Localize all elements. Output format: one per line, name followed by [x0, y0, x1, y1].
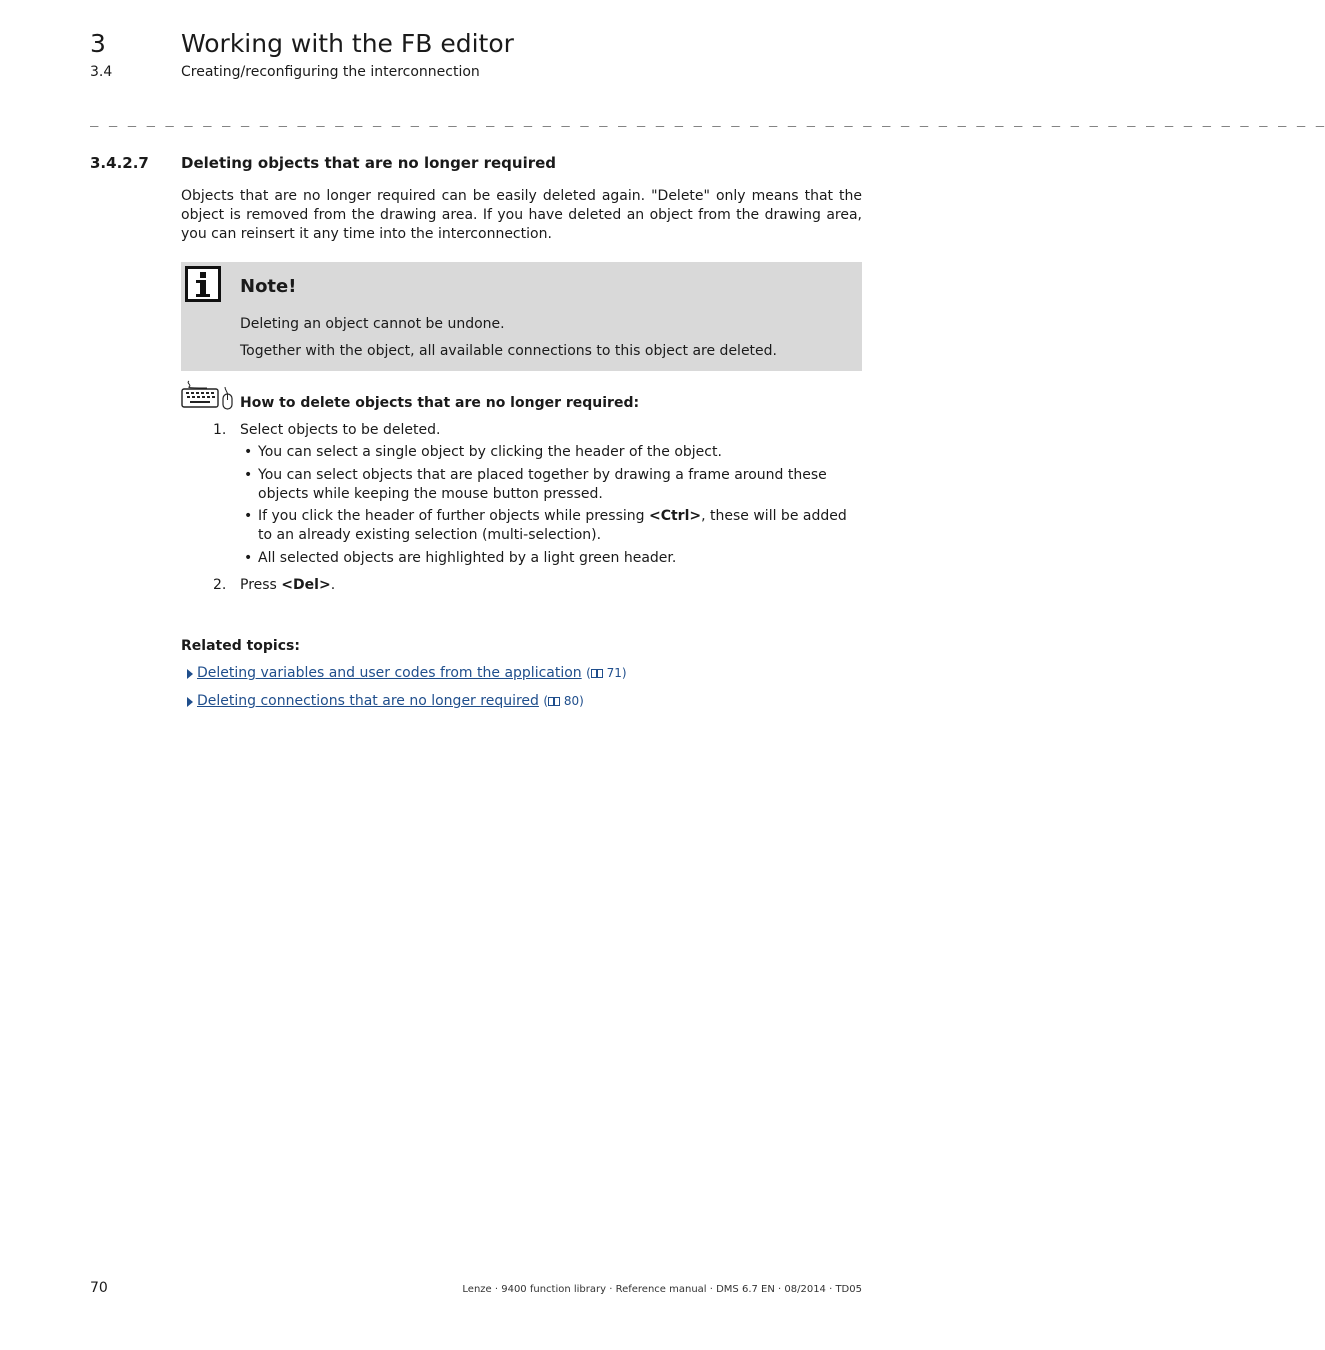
intro-paragraph: Objects that are no longer required can be easily deleted again. "Delete" only means that the object is removed from the drawing area. If you have deleted an object from the drawing area, you can reinsert it any time into the interconnection.	[181, 188, 862, 242]
ctrl-key: <Ctrl>	[648, 508, 702, 524]
book-icon	[548, 697, 560, 706]
howto-title: How to delete objects that are no longer required:	[240, 395, 640, 411]
bullet-text: You can select a single object by clicking the header of the object.	[258, 444, 722, 460]
related-link-deleting-connections[interactable]	[197, 692, 584, 711]
subsection-number: 3.4.2.7	[90, 154, 149, 172]
chapter-title: Working with the FB editor	[181, 29, 514, 58]
note-text: Together with the object, all available connections to this object are deleted.	[240, 343, 777, 359]
step-text	[240, 576, 335, 595]
note-title: Note!	[240, 276, 297, 297]
step-text-part: .	[330, 577, 336, 593]
bullet-text-part: , these will be added to an already existing selection (multi-selection).	[258, 508, 847, 543]
keyboard-mouse-icon	[181, 380, 233, 410]
footer-text: Lenze · 9400 function library · Reference manual · DMS 6.7 EN · 08/2014 · TD05	[462, 1284, 862, 1295]
step-number: 2.	[213, 577, 227, 593]
bullet: •	[244, 467, 253, 483]
note-text: Deleting an object cannot be undone.	[240, 316, 505, 332]
page-number: 70	[90, 1280, 108, 1296]
chapter-number: 3	[90, 29, 106, 58]
book-icon	[591, 669, 603, 678]
page-reference: ( 80)	[543, 694, 584, 708]
link-text[interactable]: Deleting connections that are no longer required	[197, 693, 539, 709]
bullet-text: You can select objects that are placed together by drawing a frame around these objects while keeping the mouse button pressed.	[258, 467, 827, 502]
related-topics-heading: Related topics:	[181, 638, 300, 654]
step-text-part: Press	[240, 577, 282, 593]
page-reference: ( 71)	[586, 666, 627, 680]
triangle-right-icon	[186, 669, 194, 679]
related-link-deleting-variables[interactable]	[197, 664, 627, 683]
step-text: Select objects to be deleted.	[240, 422, 441, 438]
del-key: <Del>	[281, 577, 331, 593]
bullet-text: All selected objects are highlighted by a light green header.	[258, 550, 677, 566]
bullet-text-part: If you click the header of further objects while pressing	[258, 508, 649, 524]
subsection-title: Deleting objects that are no longer required	[181, 154, 557, 172]
link-text[interactable]: Deleting variables and user codes from the application	[197, 665, 582, 681]
bullet: •	[244, 508, 253, 524]
section-title: Creating/reconfiguring the interconnection	[181, 64, 480, 80]
triangle-right-icon	[186, 697, 194, 707]
section-number: 3.4	[90, 64, 113, 80]
header-separator: _ _ _ _ _ _ _ _ _ _ _ _ _ _ _ _ _ _ _ _ _ _ _ _ _ _ _ _ _ _ _ _ _ _ _ _ _ _ _ _ _ _ _ _ _ _ _ _ _ _ _ _ _ _ _ _ _ _ _ _ _ _ _ _ _ _	[90, 111, 1325, 127]
info-icon	[185, 266, 221, 302]
step-number: 1.	[213, 422, 227, 438]
bullet-text	[258, 507, 862, 545]
bullet: •	[244, 550, 253, 566]
bullet: •	[244, 444, 253, 460]
